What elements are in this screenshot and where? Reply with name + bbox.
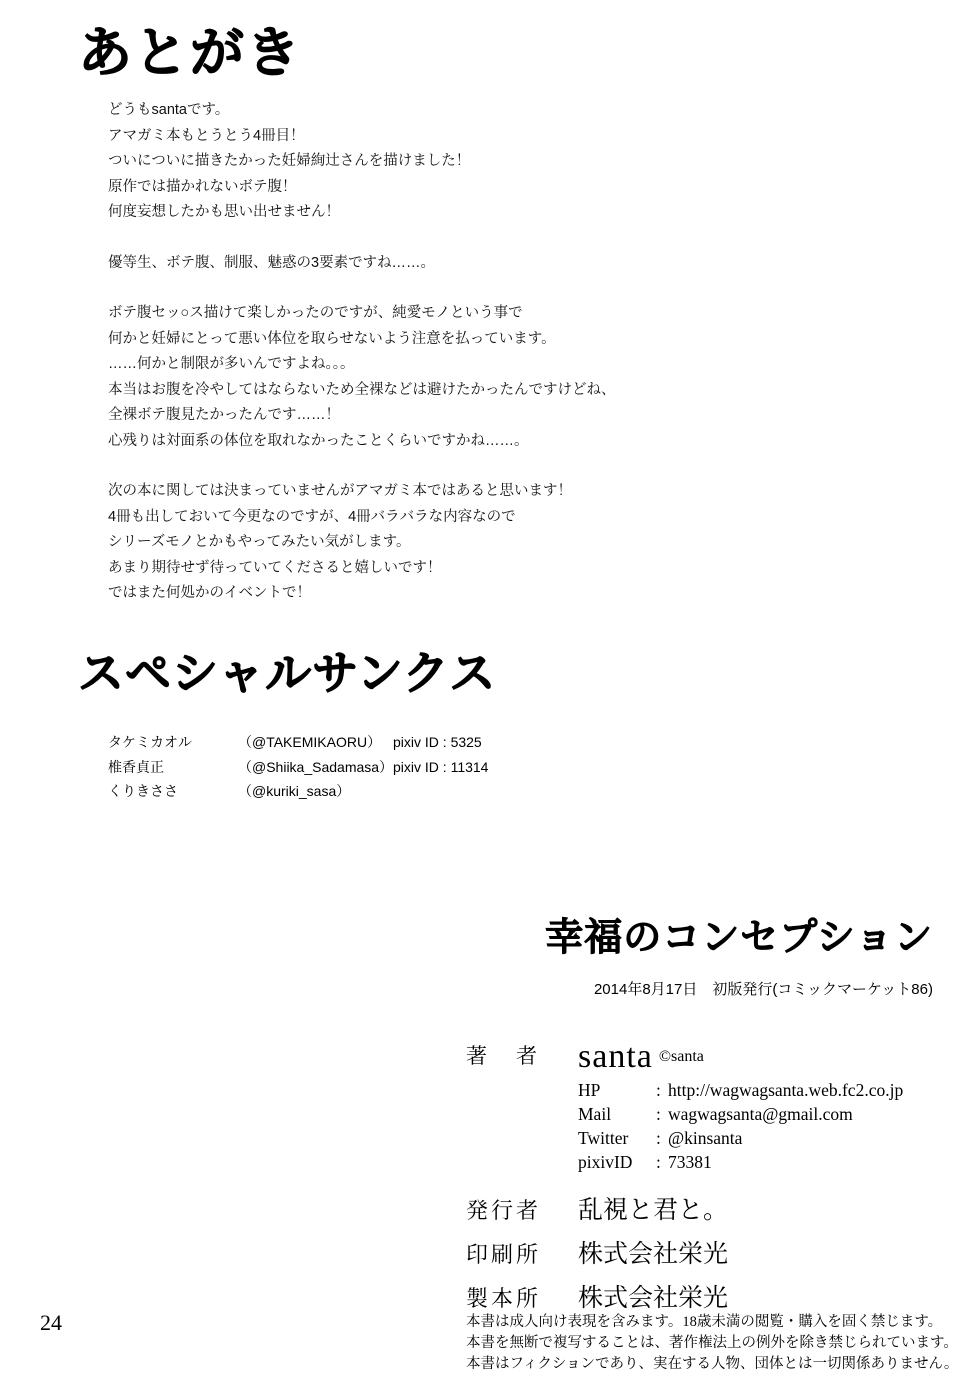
author-label: 著 者 — [466, 1044, 541, 1068]
contact-list — [578, 1078, 936, 1174]
thanks-pixiv-id: pixiv ID : 5325 — [393, 734, 482, 750]
afterword-line: どうもsantaです。 — [108, 102, 230, 118]
printer-label: 印刷所 — [466, 1242, 542, 1267]
thanks-name: くりきささ — [108, 783, 178, 799]
afterword-body — [108, 98, 808, 607]
contact-value-hp[interactable]: http://wagwagsanta.web.fc2.co.jp — [668, 1080, 904, 1100]
binder-value: 株式会社栄光 — [578, 1285, 729, 1312]
list-item — [108, 730, 488, 755]
thanks-handle: （@Shiika_Sadamasa） — [238, 758, 394, 775]
author-row — [466, 1040, 936, 1074]
contact-separator: : — [656, 1152, 661, 1172]
contact-value-twitter[interactable]: @kinsanta — [668, 1128, 743, 1148]
contact-key: Mail — [578, 1104, 612, 1124]
binder-row — [466, 1278, 936, 1314]
contact-row-pixiv — [578, 1150, 936, 1174]
paragraph-gap — [108, 276, 808, 301]
thanks-pixiv-id: pixiv ID : 11314 — [393, 758, 489, 775]
afterword-line: ……何かと制限が多いんですよね。。。 — [108, 356, 355, 372]
thanks-name: 椎香貞正 — [108, 758, 164, 775]
thanks-handle: （@TAKEMIKAORU） — [238, 734, 382, 750]
afterword-heading: あとがき — [78, 21, 302, 84]
notice-line: 本書は成人向け表現を含みます。18歳未満の閲覧・購入を固く禁じます。 — [466, 1314, 943, 1330]
contact-row-mail — [578, 1102, 936, 1126]
page-number: 24 — [40, 1310, 62, 1335]
author-name: santa — [578, 1038, 653, 1075]
afterword-line: 原作では描かれないボテ腹！ — [108, 178, 297, 195]
afterword-line: ついについに描きたかった妊婦絢辻さんを描けました！ — [108, 153, 471, 169]
publisher-row — [466, 1190, 936, 1226]
publisher-value: 乱視と君と。 — [578, 1197, 729, 1224]
afterword-line: 何度妄想したかも思い出せません！ — [108, 204, 340, 220]
afterword-line: ではまた何処かのイベントで！ — [108, 585, 311, 601]
printer-row — [466, 1234, 936, 1270]
afterword-line: 心残りは対面系の体位を取れなかったことくらいですかね……。 — [108, 432, 529, 449]
contact-separator: : — [656, 1104, 661, 1124]
afterword-line: 何かと妊婦にとって悪い体位を取らせないよう注意を払っています。 — [108, 330, 556, 347]
contact-row-twitter — [578, 1126, 936, 1150]
paragraph-gap — [108, 454, 808, 479]
list-item — [108, 755, 488, 780]
legal-notices — [466, 1312, 958, 1375]
contact-separator: : — [656, 1128, 661, 1148]
special-thanks-list — [108, 730, 488, 804]
afterword-line: アマガミ本もとうとう4冊目！ — [108, 127, 305, 144]
publication-rows — [466, 1190, 936, 1314]
afterword-line: 全裸ボテ腹見たかったんです……！ — [108, 407, 340, 423]
contact-separator: : — [656, 1080, 661, 1100]
contact-value-pixiv: 73381 — [668, 1152, 712, 1172]
colophon-block — [466, 1040, 936, 1314]
paragraph-gap — [108, 226, 808, 251]
author-copyright: ©santa — [658, 1048, 704, 1065]
printer-value: 株式会社栄光 — [578, 1241, 729, 1268]
notice-line: 本書はフィクションであり、実在する人物、団体とは一切関係ありません。 — [466, 1356, 959, 1372]
list-item — [108, 779, 488, 804]
contact-key: Twitter — [578, 1128, 629, 1148]
contact-key: HP — [578, 1080, 601, 1100]
publisher-label: 発行者 — [466, 1198, 542, 1223]
thanks-name: タケミカオル — [108, 734, 192, 750]
contact-value-mail[interactable]: wagwagsanta@gmail.com — [668, 1104, 853, 1124]
colophon-title: 幸福のコンセプション — [545, 915, 933, 959]
author-value — [578, 1040, 704, 1074]
colophon-date: 2014年8月17日 初版発行(コミックマーケット86) — [593, 981, 933, 998]
binder-label: 製本所 — [466, 1286, 542, 1311]
afterword-line: シリーズモノとかもやってみたい気がします。 — [108, 534, 411, 550]
afterword-line: あまり期待せず待っていてくださると嬉しいです！ — [108, 559, 442, 576]
contact-row-hp — [578, 1078, 936, 1102]
afterword-line: ボテ腹セッ○ス描けて楽しかったのですが、純愛モノという事で — [108, 305, 523, 321]
afterword-line: 4冊も出しておいて今更なのですが、4冊バラバラな内容なので — [108, 508, 516, 525]
contact-key: pixivID — [578, 1152, 633, 1172]
notice-line: 本書を無断で複写することは、著作権法上の例外を除き禁じられています。 — [466, 1335, 958, 1351]
thanks-handle: （@kuriki_sasa） — [238, 783, 351, 799]
afterword-line: 本当はお腹を冷やしてはならないため全裸などは避けたかったんですけどね、 — [108, 381, 616, 398]
afterword-line: 次の本に関しては決まっていませんがアマガミ本ではあると思います！ — [108, 483, 572, 499]
afterword-line: 優等生、ボテ腹、制服、魅惑の3要素ですね……。 — [108, 254, 436, 271]
special-thanks-heading: スペシャルサンクス — [78, 646, 497, 700]
